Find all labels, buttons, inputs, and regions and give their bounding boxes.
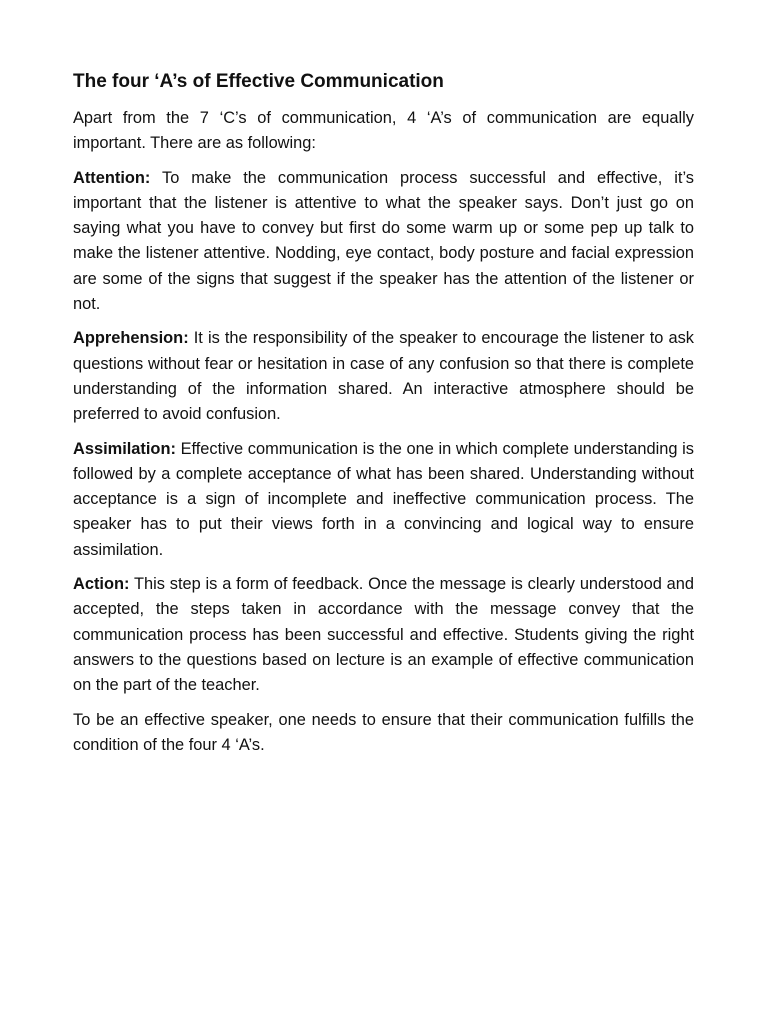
apprehension-heading: Apprehension: <box>73 329 189 348</box>
document-page <box>73 68 694 767</box>
assimilation-text: Effective communication is the one in which complete understanding is followed by a complete acceptance of what has been shared. Understanding without acceptance is a sign of incomplete and ineffective communication process. The speaker has to put their views forth in a convincing and logical way to ensure assimilation. <box>73 439 694 559</box>
apprehension-paragraph <box>73 326 694 427</box>
apprehension-text: It is the responsibility of the speaker to encourage the listener to ask questions without fear or hesitation in case of any confusion so that there is complete understanding of the information shared. An interactive atmosphere should be preferred to avoid confusion. <box>73 329 694 424</box>
conclusion-paragraph: To be an effective speaker, one needs to ensure that their communication fulfills the condition of the four 4 ‘A’s. <box>73 710 694 754</box>
action-heading: Action: <box>73 575 130 594</box>
assimilation-paragraph <box>73 437 694 563</box>
action-text: This step is a form of feedback. Once the message is clearly understood and accepted, the steps taken in accordance with the message convey that the communication process has been successful and effective. Students giving the right answers to the questions based on lecture is an example of effective communication on the part of the teacher. <box>73 575 694 695</box>
attention-text: To make the communication process successful and effective, it’s important that the listener is attentive to what the speaker says. Don’t just go on saying what you have to convey but first do some warm up or some pep up talk to make the listener attentive. Nodding, eye contact, body posture and facial expression are some of the signs that suggest if the speaker has the attention of the listener or not. <box>73 168 694 314</box>
page-title: The four ‘A’s of Effective Communication <box>73 71 444 92</box>
action-paragraph <box>73 572 694 698</box>
intro-paragraph: Apart from the 7 ‘C’s of communication, 4 ‘A’s of communication are equally important. There are as following: <box>73 109 694 153</box>
attention-heading: Attention: <box>73 168 151 187</box>
assimilation-heading: Assimilation: <box>73 439 176 458</box>
attention-paragraph <box>73 166 694 318</box>
